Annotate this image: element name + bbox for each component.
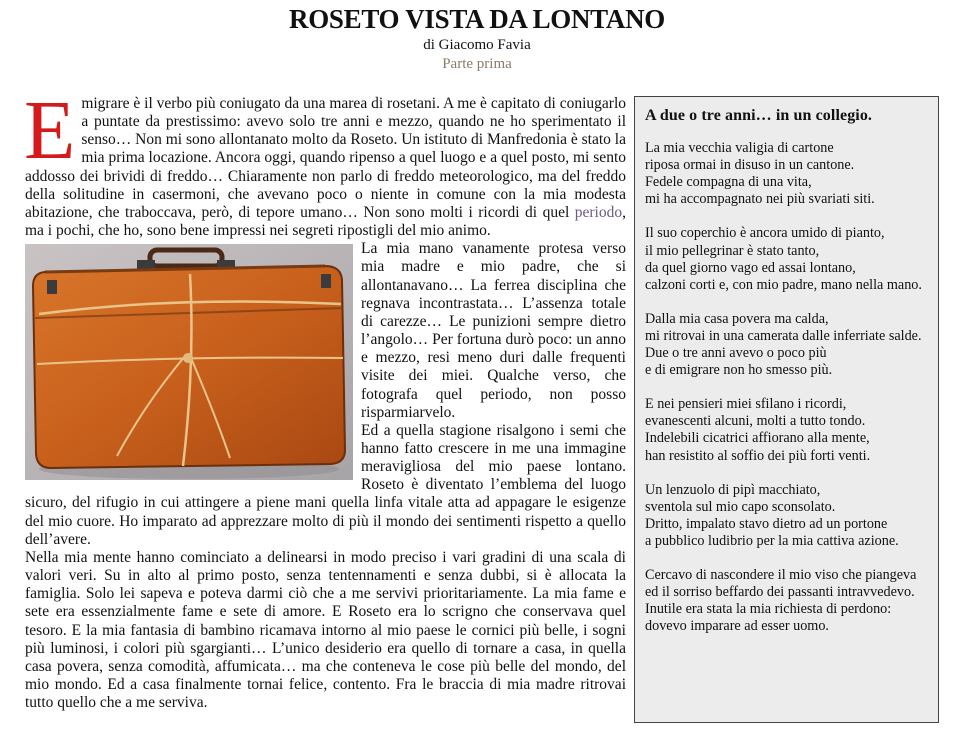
poem-line: riposa ormai in disuso in un cantone. xyxy=(645,157,855,174)
poem-line: Inutile era stata la mia richiesta di perdono: xyxy=(645,601,892,618)
poem-line: Due o tre anni avevo o poco più xyxy=(645,345,827,362)
poem-line: il mio pellegrinar è stato tanto, xyxy=(645,242,820,259)
suitcase-image xyxy=(25,244,353,480)
poem-line: Fedele compagna di una vita, xyxy=(645,174,812,191)
poem-line: Dalla mia casa povera ma calda, xyxy=(645,310,829,327)
poem-stanza xyxy=(645,311,928,379)
poem-stanzas xyxy=(645,140,928,635)
article-body xyxy=(24,84,626,712)
poem-title: A due o tre anni… in un collegio. xyxy=(645,107,873,124)
poem-stanza xyxy=(645,140,928,208)
poem-sidebar xyxy=(634,96,939,723)
poem-line: sventola sul mio capo sconsolato. xyxy=(645,498,836,515)
page-title: ROSETO VISTA DA LONTANO xyxy=(289,4,665,34)
poem-line: evanescenti alcuni, molti a tutto tondo. xyxy=(645,413,866,430)
article-paragraph: La mia mano vanamente protesa verso mia madre e mio padre, che si allontanavano… La ferrea disciplina che regnava incontrastata… L’assenza totale di carezze… Le punizioni sempre dietro l’angolo… Per fortuna durò poco: un anno e mezzo, resi meno duri dalle frequenti visite dei miei. Qualche verso, che fotografa quel periodo, non posso risparmiarvelo. xyxy=(361,240,626,421)
poem-stanza xyxy=(645,225,928,293)
poem-stanza xyxy=(645,396,928,464)
poem-line: Indelebili cicatrici affiorano alla mente, xyxy=(645,430,870,447)
poem-line: ed il sorriso beffardo dei passanti intravvedevo. xyxy=(645,584,915,601)
poem-line: Cercavo di nascondere il mio viso che piangeva xyxy=(645,566,917,583)
part-label: Parte prima xyxy=(442,56,512,72)
poem-line: Un lenzuolo di pipì macchiato, xyxy=(645,481,821,498)
poem-line: calzoni corti e, con mio padre, mano nella mano. xyxy=(645,276,922,293)
drop-cap: E xyxy=(24,84,76,177)
poem-line: mi ha accompagnato nei più svariati siti. xyxy=(645,191,875,208)
poem-line: E nei pensieri miei sfilano i ricordi, xyxy=(645,396,847,413)
paragraph-text: , ma i pochi, che ho, sono bene impressi nei segreti ripostigli del mio animo. xyxy=(25,203,626,240)
article-paragraph: Nella mia mente hanno cominciato a delinearsi in modo preciso i vari gradini di una scala di valori veri. Su in alto al primo posto, senza tentennamenti e senza dubbi, si è allocata la famiglia. Solo lei sapeva e poteva darmi ciò che a me servivi prioritariamente. La mia fame e sete era essenzialmente fame e sete di amore. E Roseto era lo scrigno che conservava quel tesoro. E la mia fantasia di bambino ricamava intorno al mio paese le cornici più belle, i sogni più luminosi, i colori più sgargianti… L’unico desiderio era quello di tornare a casa, in quella casa povera, senza comodità, affumicata… ma che conteneva le cose più belle del mondo, del mio mondo. Ed a casa finalmente tornai felice, contento. Fra le braccia di mia madre ritrovai tutto quello che a me serviva. xyxy=(25,548,626,712)
article-paragraph: Ed a quella stagione risalgono i semi che hanno fatto crescere in me una immagine meravigliosa del mio paese lontano. Roseto è diventato l’emblema del luogo sicuro, del rifugio in cui attingere a piene mani quella linfa vitale atta ad appagare le esigenze del mio cuore. Ho imparato ad apprezzare molto di più il mondo dei sentimenti rispetto a quello dell’avere. xyxy=(25,421,626,548)
poem-line: han resistito al soffio dei più forti venti. xyxy=(645,447,871,464)
poem-line: Il suo coperchio è ancora umido di pianto, xyxy=(645,225,885,242)
paragraph-text: migrare è il verbo più coniugato da una marea di rosetani. A me è capitato di coniugarlo a puntate da prestissimo: avevo solo tre anni e mezzo, quando ne ho sperimentato il senso… Non mi sono allontanato molto da Roseto. Un istituto di Manfredonia è stato la mia prima locazione. Ancora oggi, quando ripenso a quel luogo e a quel posto, mi sento addosso dei brividi di freddo… Chiaramente non parlo di freddo meteorologico, ma del freddo della solitudine in casermoni, che avevano poco o niente in comune con la mia modesta abitazione, che traboccava, però, di tepore umano… Non sono molti i ricordi di quel xyxy=(25,95,626,221)
poem-line: e di emigrare non ho smesso più. xyxy=(645,362,833,379)
poem-stanza xyxy=(645,482,928,550)
poem-line: Dritto, impalato stavo dietro ad un portone xyxy=(645,515,888,532)
poem-line: mi ritrovai in una camerata dalle inferriate salde. xyxy=(645,327,922,344)
poem-stanza xyxy=(645,567,928,635)
periodo-link[interactable]: periodo xyxy=(574,203,623,221)
poem-line: La mia vecchia valigia di cartone xyxy=(645,140,834,157)
author-byline: di Giacomo Favia xyxy=(423,37,531,53)
article-paragraph xyxy=(24,84,626,240)
poem-line: da quel giorno vago ed assai lontano, xyxy=(645,259,856,276)
poem-line: dovevo imparare ad esser uomo. xyxy=(645,618,829,635)
poem-line: a pubblico ludibrio per la mia cattiva azione. xyxy=(645,532,899,549)
